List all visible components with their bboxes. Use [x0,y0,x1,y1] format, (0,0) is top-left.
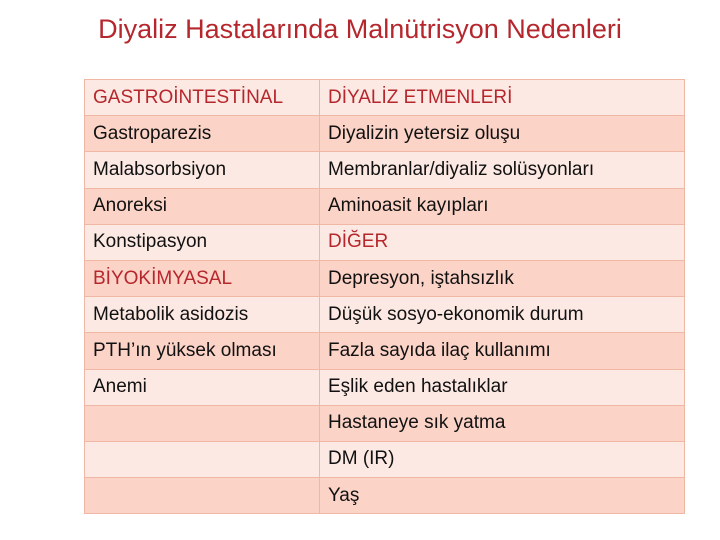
table-cell: Düşük sosyo-ekonomik durum [320,297,685,333]
table-row [85,152,685,188]
table-cell [85,441,320,477]
table-cell: Eşlik eden hastalıklar [320,369,685,405]
table-cell: Hastaneye sık yatma [320,405,685,441]
causes-table-body [85,80,685,514]
table-cell [85,478,320,514]
table-cell: Anemi [85,369,320,405]
table-cell: PTH’ın yüksek olması [85,333,320,369]
table-row [85,188,685,224]
category-heading-cell: DİĞER [320,224,685,260]
category-heading-cell: DİYALİZ ETMENLERİ [320,80,685,116]
table-row [85,441,685,477]
table-row [85,116,685,152]
table-cell: Malabsorbsiyon [85,152,320,188]
table-cell: Metabolik asidozis [85,297,320,333]
table-cell: Membranlar/diyaliz solüsyonları [320,152,685,188]
table-row [85,478,685,514]
table-row [85,297,685,333]
table-row [85,80,685,116]
table-cell: Depresyon, iştahsızlık [320,260,685,296]
category-heading-cell: BİYOKİMYASAL [85,260,320,296]
table-cell: Aminoasit kayıpları [320,188,685,224]
table-cell: Fazla sayıda ilaç kullanımı [320,333,685,369]
table-cell: Yaş [320,478,685,514]
table-row [85,405,685,441]
page-title: Diyaliz Hastalarında Malnütrisyon Nedenleri [98,14,622,44]
table-cell: Diyalizin yetersiz oluşu [320,116,685,152]
table-cell: Anoreksi [85,188,320,224]
category-heading-cell: GASTROİNTESTİNAL [85,80,320,116]
table-cell: Konstipasyon [85,224,320,260]
causes-table [84,79,685,514]
table-row [85,333,685,369]
table-row [85,369,685,405]
table-row [85,260,685,296]
table-cell [85,405,320,441]
table-row [85,224,685,260]
table-cell: Gastroparezis [85,116,320,152]
table-cell: DM (IR) [320,441,685,477]
